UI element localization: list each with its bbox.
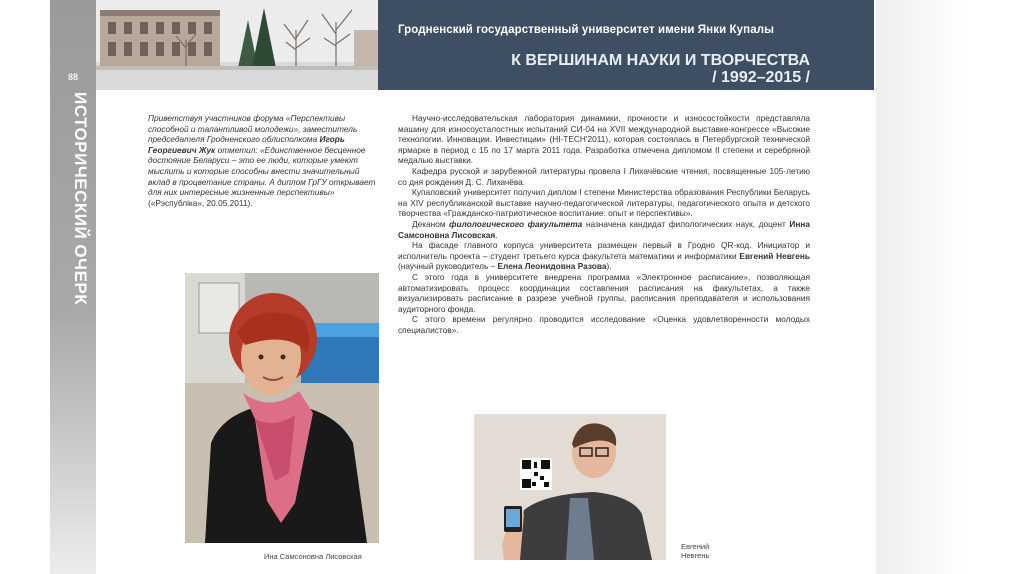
text: ). (606, 261, 612, 272)
quote-block (148, 113, 380, 208)
article-paragraph: Научно-исследовательская лаборатория динамики, прочности и износостойкости представляла машину для износоусталостных испытаний СИ-04 на XVII международной выставке-конгрессе «Высокие технологии. Инновации. Инвестиции» (HI-TECH'2011), которая состоялась в Петербургской технической ярмарке в период с 15 по 17 марта 2011 года. Разработка отмечена дипломом II степени и серебряной медалью выставки. (398, 113, 810, 166)
text: На фасаде главного корпуса университета размещен первый в Гродно QR-код. Инициатор и исполнитель проекта – студент третьего курса факультета математики и информатики (398, 240, 810, 261)
article-paragraph: Купаловский университет получил диплом I степени Министерства образования Республики Беларусь на XIV республиканской выставке научно-педагогической литературы, педагогического опыта и детского творчества «Гражданско-патриотическое воспитание: опыт и перспективы». (398, 187, 810, 219)
text: . (495, 229, 498, 240)
article-paragraph (398, 219, 810, 240)
portrait-photo-man (474, 414, 666, 560)
section-title-line1: К ВЕРШИНАМ НАУКИ И ТВОРЧЕСТВА (511, 52, 810, 69)
woman-image (185, 273, 379, 543)
text: Деканом (412, 218, 450, 229)
caption-woman: Ина Самсоновна Лисовская (264, 552, 362, 561)
supervisor-name: Елена Леонидовна Разова (497, 261, 607, 272)
text: назначена кандидат филологических наук, доцент (582, 218, 790, 229)
vertical-section-title: ИСТОРИЧЕСКИЙ ОЧЕРК (71, 92, 90, 306)
article-paragraph (398, 240, 810, 272)
section-title-years: / 1992–2015 / (712, 69, 810, 86)
page-number: 88 (67, 72, 78, 82)
student-name: Евгений Невгень (739, 250, 810, 261)
faculty-name: филологического факультета (449, 218, 583, 229)
caption-man-first-name: Евгений (681, 542, 710, 551)
article-paragraph: Кафедра русской и зарубежной литературы провела I Лихачёвские чтения, посвященные 105-летию со дня рождения Д. С. Лихачёва. (398, 165, 810, 187)
building-image (96, 0, 378, 90)
portrait-photo-woman (185, 273, 379, 543)
quote-text-2: отметил: «Единственное бесценное достояние Беларуси – это ее люди, которые умеют мыслить и которые способны внести значительный вклад в процветание страны. А диплом ГрГУ открывает для них интересные жизненные перспективы» (148, 144, 376, 198)
quote-text-1: Приветствуя участников форума «Перспективы способной и талантливой молодежи», заместитель председателя Гродненского облисполкома (148, 113, 358, 145)
article-paragraph: С этого года в университете внедрена программа «Электронное расписание», позволяющая автоматизировать процесс координации составления расписания на факультетах, а также визуализировать расписание в разрезе учебной группы, расписания преподавателя и использования аудиторного фонда. (398, 271, 810, 314)
header-building-photo (96, 0, 378, 90)
caption-man (681, 542, 741, 560)
quote-source: («Рэспубліка», 20.05.2011). (148, 197, 253, 208)
text: (научный руководитель – (398, 261, 498, 272)
page-edge-shadow (874, 0, 1024, 574)
quote-speaker-name: Игорь Георгиевич Жук (148, 134, 345, 155)
dean-name: Инна Самсоновна Лисовская (398, 218, 810, 240)
article-text (398, 113, 810, 335)
article-paragraph: С этого времени регулярно проводится исследование «Оценка удовлетворенности молодых специалистов». (398, 314, 810, 335)
caption-man-last-name: Невгень (681, 551, 710, 560)
university-name: Гродненский государственный университет имени Янки Купалы (398, 24, 775, 36)
man-image (474, 414, 666, 560)
section-title (420, 52, 810, 86)
